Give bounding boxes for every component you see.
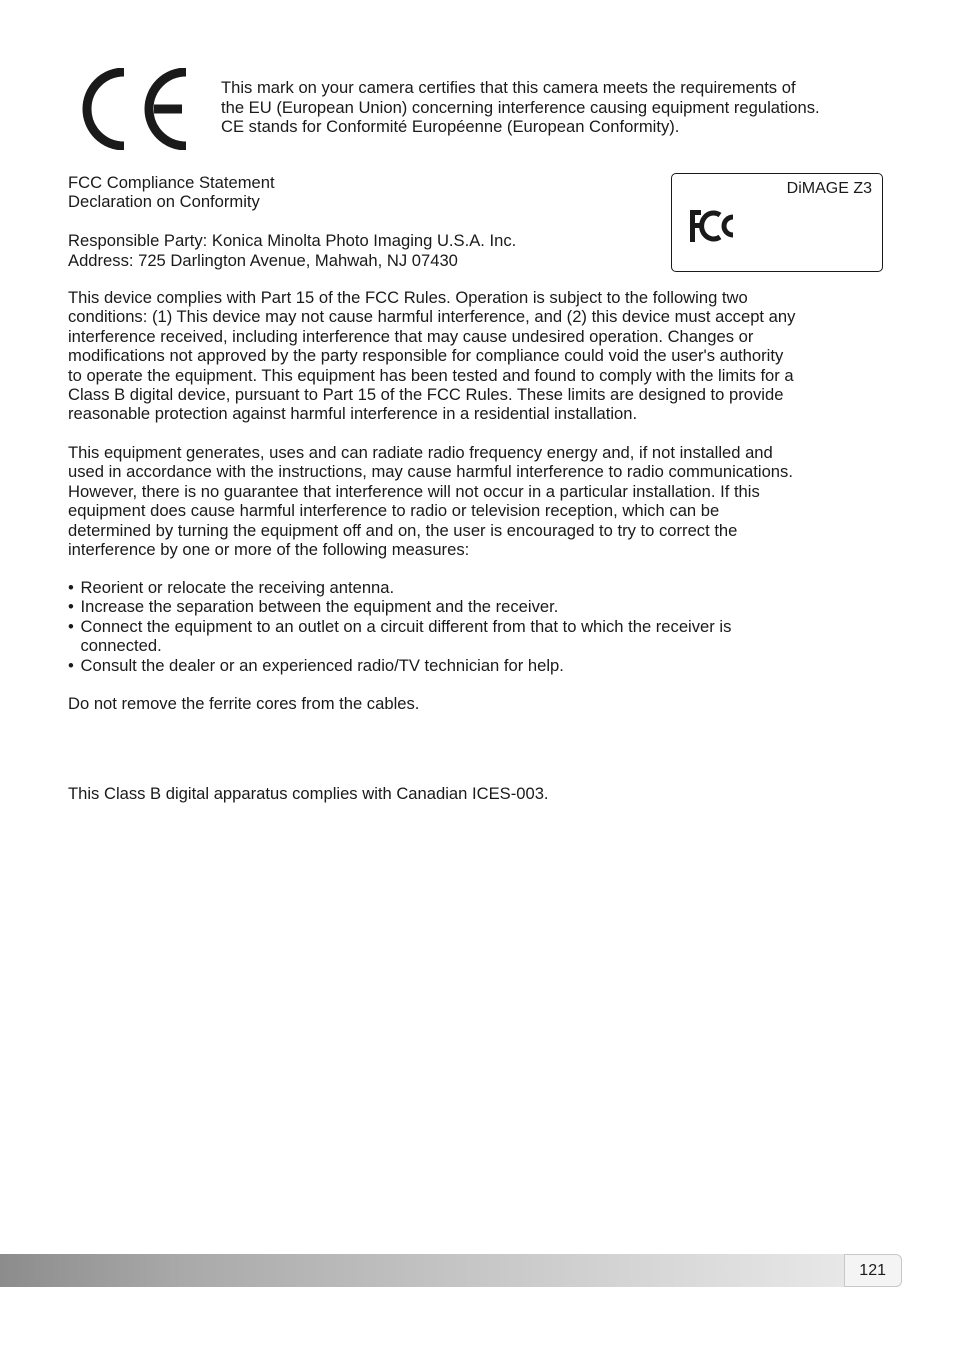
list-item-text: Increase the separation between the equipment and the receiver. (80, 597, 559, 617)
list-item (68, 617, 890, 636)
list-item-text: Consult the dealer or an experienced radio/TV technician for help. (80, 655, 564, 675)
canada-note (68, 784, 890, 803)
paragraph-line: modifications not approved by the party responsible for compliance could void the user's authority (68, 346, 784, 366)
fcc-subtitle: Declaration on Conformity (68, 192, 260, 212)
paragraph-line: to operate the equipment. This equipment has been tested and found to comply with the limits for a (68, 365, 794, 385)
list-item-text: connected. (80, 636, 162, 656)
paragraph-line: reasonable protection against harmful interference in a residential installation. (68, 404, 638, 424)
paragraph-line: Class B digital device, pursuant to Part 15 of the FCC Rules. These limits are designed to provide (68, 385, 784, 405)
paragraph-line: conditions: (1) This device may not cause harmful interference, and (2) this device must accept any (68, 307, 796, 327)
fcc-logo-icon (687, 207, 737, 245)
paragraph-line: However, there is no guarantee that interference will not occur in a particular installation. If this (68, 481, 760, 501)
fcc-header (68, 173, 648, 270)
ce-line: This mark on your camera certifies that this camera meets the requirements of (221, 78, 796, 97)
fcc-label-box (671, 173, 883, 272)
paragraph-line: This device complies with Part 15 of the FCC Rules. Operation is subject to the following two (68, 288, 748, 307)
list-item (68, 578, 890, 597)
ce-mark-icon (74, 68, 190, 150)
ferrite-note-text: Do not remove the ferrite cores from the cables. (68, 694, 420, 713)
paragraph-line: determined by turning the equipment off and on, the user is encouraged to try to correct the (68, 520, 738, 540)
list-item-text: Reorient or relocate the receiving antenna. (80, 578, 395, 597)
ce-statement (221, 78, 901, 137)
responsible-party: Responsible Party: Konica Minolta Photo Imaging U.S.A. Inc. (68, 231, 517, 251)
paragraph-line: used in accordance with the instructions, may cause harmful interference to radio communications. (68, 462, 793, 482)
page-number: 121 (859, 1262, 886, 1279)
paragraph-line: interference by one or more of the following measures: (68, 540, 470, 560)
fcc-compliance-paragraph (68, 288, 890, 424)
bullet-symbol: • (68, 578, 74, 597)
list-item (68, 597, 890, 616)
bullet-symbol: • (68, 655, 74, 675)
paragraph-line: equipment does cause harmful interference to radio or television reception, which can be (68, 501, 720, 521)
fcc-title: FCC Compliance Statement (68, 173, 275, 192)
model-name: DiMAGE Z3 (786, 180, 872, 197)
list-item (68, 656, 890, 675)
paragraph-line: This equipment generates, uses and can radiate radio frequency energy and, if not installed and (68, 443, 773, 462)
paragraph-line: interference received, including interference that may cause undesired operation. Changes or (68, 326, 754, 346)
ce-line: the EU (European Union) concerning interference causing equipment regulations. (221, 97, 820, 117)
canada-note-text: This Class B digital apparatus complies with Canadian ICES-003. (68, 784, 549, 803)
interference-paragraph (68, 443, 890, 559)
bullet-symbol: • (68, 616, 74, 636)
list-item-continuation (68, 636, 890, 655)
ce-line: CE stands for Conformité Européenne (European Conformity). (221, 117, 680, 137)
footer-bar (0, 1254, 902, 1287)
measures-list (68, 578, 890, 675)
ferrite-note (68, 694, 890, 713)
bullet-symbol: • (68, 597, 74, 617)
list-item-text: Connect the equipment to an outlet on a circuit different from that to which the receiver is (80, 616, 732, 636)
address: Address: 725 Darlington Avenue, Mahwah, NJ 07430 (68, 250, 458, 270)
